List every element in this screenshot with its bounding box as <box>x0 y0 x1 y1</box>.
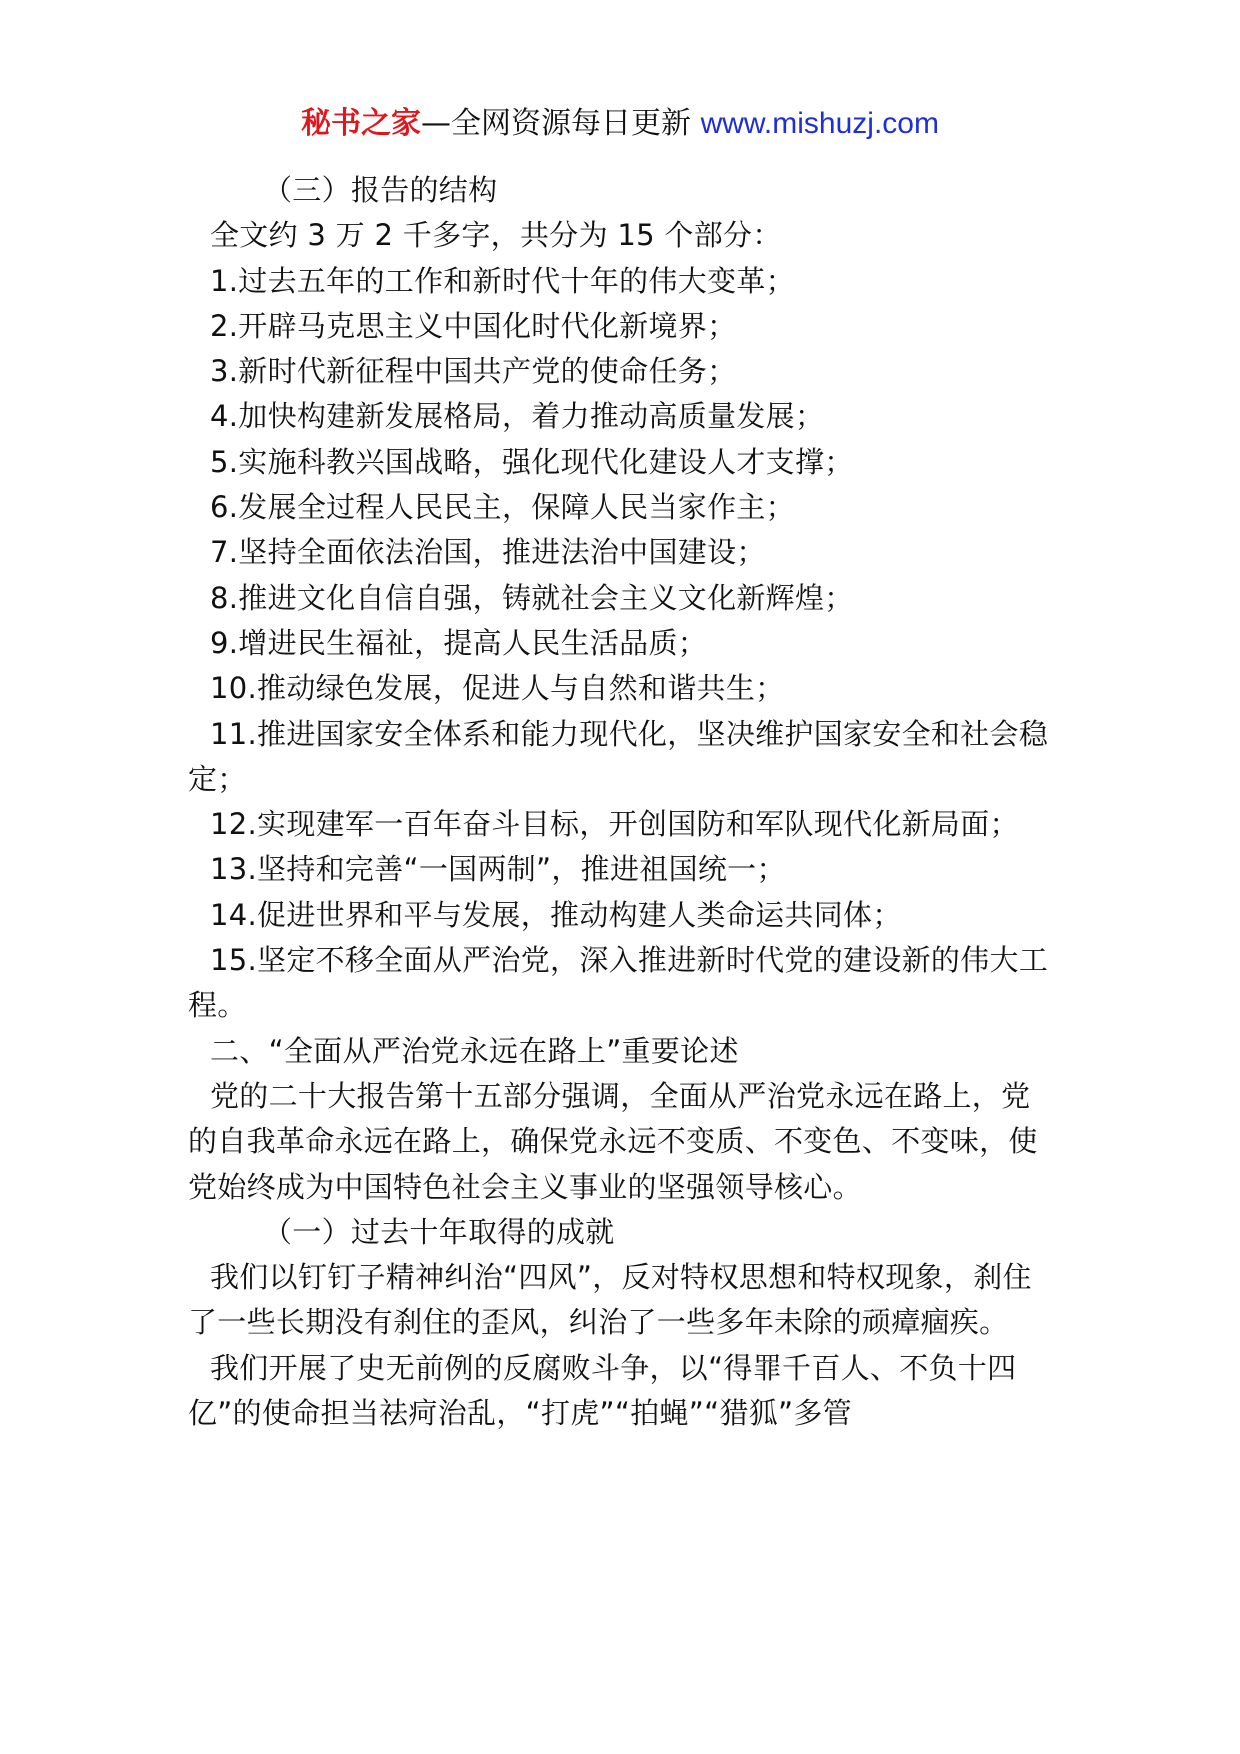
paragraph: 党的二十大报告第十五部分强调，全面从严治党永远在路上，党的自我革命永远在路上，确保党永远不变质、不变色、不变味，使党始终成为中国特色社会主义事业的坚强领导核心。 <box>188 1078 1038 1204</box>
section-heading-report-structure: （三）报告的结构 <box>263 173 498 207</box>
list-item: 7.坚持全面依法治国，推进法治中国建设； <box>210 535 766 570</box>
list-item: 14.促进世界和平与发展，推动构建人类命运共同体； <box>210 897 902 932</box>
list-item: 4.加快构建新发展格局，着力推动高质量发展； <box>210 399 825 434</box>
list-item: 8.推进文化自信自强，铸就社会主义文化新辉煌； <box>210 580 854 615</box>
paragraph: 我们以钉钉子精神纠治“四风”，反对特权思想和特权现象，刹住了一些长期没有刹住的歪风，纠治了一些多年未除的顽瘴痼疾。 <box>188 1260 1032 1340</box>
site-header <box>0 104 1240 144</box>
paragraph-intro: 全文约 3 万 2 千多字，共分为 15 个部分： <box>210 218 782 253</box>
list-item: 5.实施科教兴国战略，强化现代化建设人才支撑； <box>210 444 854 479</box>
site-brand: 秘书之家 <box>301 106 422 141</box>
list-item: 11.推进国家安全体系和能力现代化，坚决维护国家安全和社会稳定； <box>188 716 1049 796</box>
list-item: 2.开辟马克思主义中国化时代化新境界； <box>210 308 737 343</box>
list-item: 9.增进民生福祉，提高人民生活品质； <box>210 625 708 660</box>
list-item: 13.坚持和完善“一国两制”，推进祖国统一； <box>210 852 786 887</box>
list-item: 1.过去五年的工作和新时代十年的伟大变革； <box>210 263 795 298</box>
section-heading-achievements: （一）过去十年取得的成就 <box>263 1214 615 1249</box>
list-item: 6.发展全过程人民民主，保障人民当家作主； <box>210 490 795 525</box>
list-item: 12.实现建军一百年奋斗目标，开创国防和军队现代化新局面； <box>210 807 1019 842</box>
list-item: 3.新时代新征程中国共产党的使命任务； <box>210 354 737 389</box>
site-url-link[interactable]: www.mishuzj.com <box>700 107 939 140</box>
section-heading-strict-governance: 二、“全面从严治党永远在路上”重要论述 <box>210 1033 739 1068</box>
list-item: 15.坚定不移全面从严治党，深入推进新时代党的建设新的伟大工程。 <box>188 943 1049 1023</box>
list-item: 10.推动绿色发展，促进人与自然和谐共生； <box>210 671 785 706</box>
site-tagline: —全网资源每日更新 <box>421 106 701 141</box>
paragraph: 我们开展了史无前例的反腐败斗争，以“得罪千百人、不负十四亿”的使命担当祛疴治乱，“打虎”“拍蝇”“猎狐”多管 <box>188 1350 1017 1431</box>
document-body <box>188 168 1054 1436</box>
